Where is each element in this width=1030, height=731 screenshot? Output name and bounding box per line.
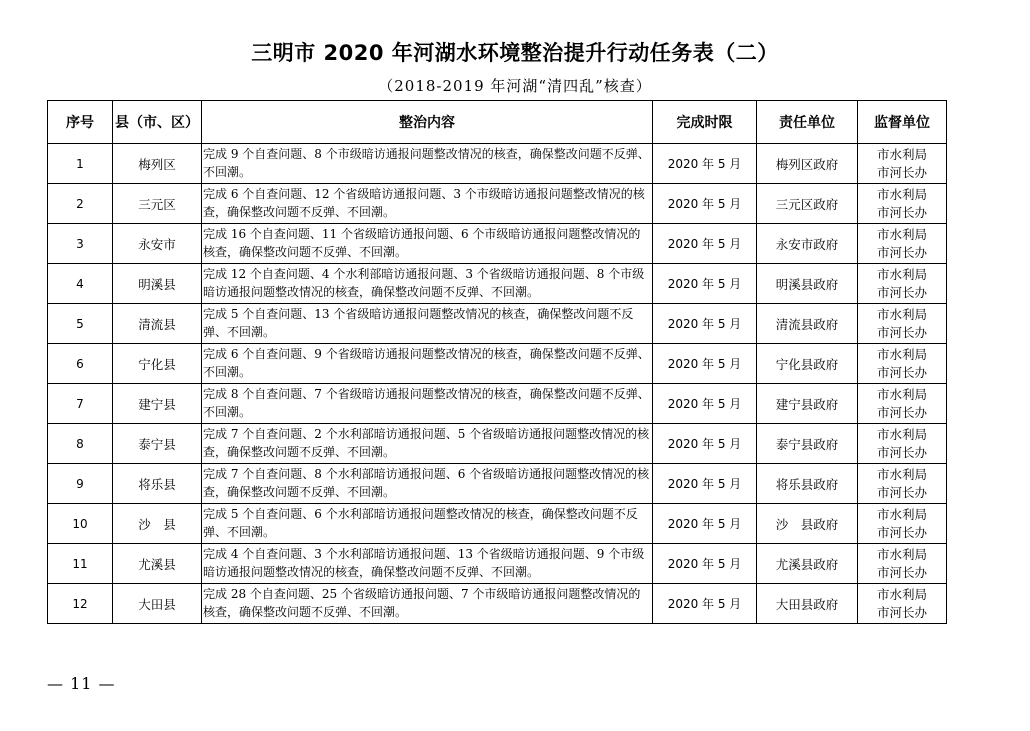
cell-deadline: 2020 年 5 月 [653,424,757,464]
cell-responsible: 建宁县政府 [757,384,858,424]
supervisor-unit: 市水利局 [876,346,927,362]
supervisor-unit: 市水利局 [876,506,927,522]
header-supervisor: 监督单位 [858,101,947,144]
cell-responsible: 梅列区政府 [757,144,858,184]
supervisor-unit: 市水利局 [876,386,927,402]
cell-content: 完成 16 个自查问题、11 个省级暗访通报问题、6 个市级暗访通报问题整改情况的核查，确保整改问题不反弹、不回潮。 [202,224,653,264]
supervisor-unit: 市水利局 [876,226,927,242]
supervisor-unit: 市河长办 [876,484,927,500]
cell-seq: 7 [48,384,113,424]
cell-deadline: 2020 年 5 月 [653,144,757,184]
header-responsible: 责任单位 [757,101,858,144]
cell-deadline: 2020 年 5 月 [653,344,757,384]
cell-responsible: 尤溪县政府 [757,544,858,584]
task-table [47,100,947,624]
cell-responsible: 沙 县政府 [757,504,858,544]
header-seq: 序号 [48,101,113,144]
cell-supervisor [858,224,947,264]
supervisor-unit: 市水利局 [876,546,927,562]
header-deadline: 完成时限 [653,101,757,144]
supervisor-unit: 市河长办 [876,284,927,300]
table-row [48,584,947,624]
cell-supervisor [858,344,947,384]
cell-supervisor [858,304,947,344]
cell-county: 尤溪县 [113,544,202,584]
cell-responsible: 明溪县政府 [757,264,858,304]
page-title: 三明市 2020 年河湖水环境整治提升行动任务表（二） [251,41,779,65]
cell-county: 建宁县 [113,384,202,424]
table-body [48,144,947,624]
cell-seq: 8 [48,424,113,464]
supervisor-unit: 市河长办 [876,604,927,620]
table-row [48,184,947,224]
cell-content: 完成 12 个自查问题、4 个水利部暗访通报问题、3 个省级暗访通报问题、8 个市级暗访通报问题整改情况的核查，确保整改问题不反弹、不回潮。 [202,264,653,304]
supervisor-unit: 市水利局 [876,266,927,282]
cell-responsible: 将乐县政府 [757,464,858,504]
cell-supervisor [858,464,947,504]
cell-responsible: 清流县政府 [757,304,858,344]
cell-county: 大田县 [113,584,202,624]
cell-supervisor [858,544,947,584]
cell-deadline: 2020 年 5 月 [653,544,757,584]
table-row [48,304,947,344]
cell-seq: 9 [48,464,113,504]
cell-supervisor [858,184,947,224]
cell-county: 泰宁县 [113,424,202,464]
cell-county: 宁化县 [113,344,202,384]
cell-county: 永安市 [113,224,202,264]
supervisor-unit: 市河长办 [876,564,927,580]
table-header-row [48,101,947,144]
cell-content: 完成 9 个自查问题、8 个市级暗访通报问题整改情况的核查，确保整改问题不反弹、不回潮。 [202,144,653,184]
cell-deadline: 2020 年 5 月 [653,184,757,224]
cell-responsible: 泰宁县政府 [757,424,858,464]
table-row [48,424,947,464]
cell-content: 完成 6 个自查问题、9 个省级暗访通报问题整改情况的核查，确保整改问题不反弹、不回潮。 [202,344,653,384]
cell-content: 完成 7 个自查问题、8 个水利部暗访通报问题、6 个省级暗访通报问题整改情况的核查，确保整改问题不反弹、不回潮。 [202,464,653,504]
cell-deadline: 2020 年 5 月 [653,584,757,624]
supervisor-unit: 市河长办 [876,524,927,540]
table-row [48,144,947,184]
header-county: 县（市、区） [113,101,202,144]
cell-responsible: 宁化县政府 [757,344,858,384]
cell-content: 完成 4 个自查问题、3 个水利部暗访通报问题、13 个省级暗访通报问题、9 个市级暗访通报问题整改情况的核查，确保整改问题不反弹、不回潮。 [202,544,653,584]
table-row [48,464,947,504]
cell-seq: 11 [48,544,113,584]
cell-deadline: 2020 年 5 月 [653,304,757,344]
cell-county: 清流县 [113,304,202,344]
cell-county: 将乐县 [113,464,202,504]
cell-responsible: 大田县政府 [757,584,858,624]
cell-seq: 2 [48,184,113,224]
supervisor-unit: 市河长办 [876,204,927,220]
cell-seq: 12 [48,584,113,624]
supervisor-unit: 市水利局 [876,186,927,202]
cell-responsible: 永安市政府 [757,224,858,264]
supervisor-unit: 市河长办 [876,364,927,380]
cell-deadline: 2020 年 5 月 [653,504,757,544]
supervisor-unit: 市水利局 [876,426,927,442]
supervisor-unit: 市水利局 [876,306,927,322]
supervisor-unit: 市河长办 [876,164,927,180]
supervisor-unit: 市水利局 [876,466,927,482]
cell-seq: 3 [48,224,113,264]
cell-county: 三元区 [113,184,202,224]
cell-seq: 4 [48,264,113,304]
cell-content: 完成 8 个自查问题、7 个省级暗访通报问题整改情况的核查，确保整改问题不反弹、不回潮。 [202,384,653,424]
cell-content: 完成 5 个自查问题、13 个省级暗访通报问题整改情况的核查，确保整改问题不反弹、不回潮。 [202,304,653,344]
supervisor-unit: 市水利局 [876,146,927,162]
cell-county: 梅列区 [113,144,202,184]
cell-supervisor [858,504,947,544]
cell-supervisor [858,384,947,424]
table-row [48,344,947,384]
header-content: 整治内容 [202,101,653,144]
table-row [48,264,947,304]
cell-content: 完成 6 个自查问题、12 个省级暗访通报问题、3 个市级暗访通报问题整改情况的核查，确保整改问题不反弹、不回潮。 [202,184,653,224]
supervisor-unit: 市河长办 [876,444,927,460]
cell-county: 明溪县 [113,264,202,304]
cell-deadline: 2020 年 5 月 [653,464,757,504]
cell-supervisor [858,144,947,184]
page-subtitle: （2018-2019 年河湖“清四乱”核查） [378,77,652,95]
cell-deadline: 2020 年 5 月 [653,224,757,264]
table-row [48,544,947,584]
cell-seq: 6 [48,344,113,384]
cell-supervisor [858,584,947,624]
cell-seq: 5 [48,304,113,344]
cell-content: 完成 28 个自查问题、25 个省级暗访通报问题、7 个市级暗访通报问题整改情况的核查，确保整改问题不反弹、不回潮。 [202,584,653,624]
table-row [48,224,947,264]
table-row [48,504,947,544]
cell-content: 完成 5 个自查问题、6 个水利部暗访通报问题整改情况的核查，确保整改问题不反弹、不回潮。 [202,504,653,544]
cell-deadline: 2020 年 5 月 [653,384,757,424]
supervisor-unit: 市河长办 [876,324,927,340]
cell-supervisor [858,424,947,464]
cell-supervisor [858,264,947,304]
cell-deadline: 2020 年 5 月 [653,264,757,304]
cell-seq: 10 [48,504,113,544]
supervisor-unit: 市河长办 [876,404,927,420]
supervisor-unit: 市水利局 [876,586,927,602]
cell-county: 沙 县 [113,504,202,544]
cell-seq: 1 [48,144,113,184]
table-row [48,384,947,424]
cell-responsible: 三元区政府 [757,184,858,224]
cell-content: 完成 7 个自查问题、2 个水利部暗访通报问题、5 个省级暗访通报问题整改情况的核查，确保整改问题不反弹、不回潮。 [202,424,653,464]
page-number: — 11 — [47,674,116,693]
supervisor-unit: 市河长办 [876,244,927,260]
